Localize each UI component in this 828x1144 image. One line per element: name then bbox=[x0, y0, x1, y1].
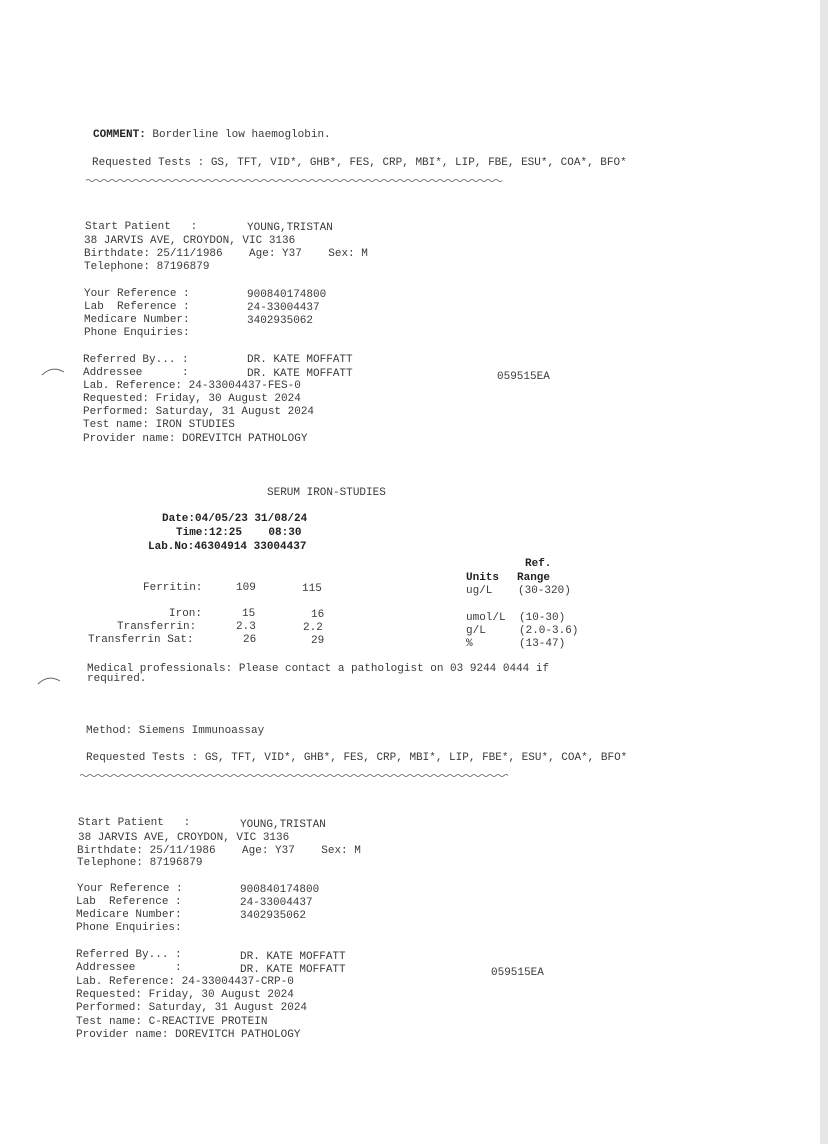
patient-address: 38 JARVIS AVE, CROYDON, VIC 3136 bbox=[84, 235, 296, 247]
iron-label: Iron: bbox=[169, 608, 203, 620]
wavy-underline-2 bbox=[80, 773, 526, 777]
addressee-label: Addressee : bbox=[83, 367, 189, 379]
transferrin-label: Transferrin: bbox=[117, 621, 197, 633]
transferrin-range: (2.0-3.6) bbox=[519, 625, 579, 637]
ferritin-value-1: 109 bbox=[236, 582, 256, 594]
labno-row: Lab.No:46304914 33004437 bbox=[148, 541, 307, 553]
margin-curl-mark bbox=[40, 366, 66, 378]
transferrin-sat-value-1: 26 bbox=[243, 634, 257, 646]
wavy-underline-1 bbox=[86, 178, 532, 182]
transferrin-units: g/L bbox=[466, 625, 486, 637]
iron-range: (10-30) bbox=[519, 612, 566, 624]
iron-studies-title: SERUM IRON-STUDIES bbox=[267, 487, 386, 499]
provider-name-2: Provider name: DOREVITCH PATHOLOGY bbox=[76, 1029, 301, 1041]
medicare-value: 3402935062 bbox=[247, 315, 314, 327]
method-line: Method: Siemens Immunoassay bbox=[86, 725, 265, 737]
transferrin-value-2: 2.2 bbox=[303, 622, 323, 634]
transferrin-sat-label: Transferrin Sat: bbox=[88, 634, 194, 646]
transferrin-sat-units: % bbox=[466, 638, 473, 650]
date-row: Date:04/05/23 31/08/24 bbox=[162, 513, 308, 525]
ferritin-label: Ferritin: bbox=[143, 582, 203, 594]
provider-name: Provider name: DOREVITCH PATHOLOGY bbox=[83, 433, 308, 445]
medicare-value-2: 3402935062 bbox=[240, 910, 307, 922]
lab-reference-label-2: Lab Reference : bbox=[76, 896, 182, 908]
comment-label: COMMENT: bbox=[93, 129, 146, 141]
your-reference-label-2: Your Reference : bbox=[77, 883, 183, 895]
page-edge-shadow bbox=[820, 0, 828, 1144]
phone-enquiries: Phone Enquiries: bbox=[84, 327, 190, 339]
requester-code: 059515EA bbox=[497, 371, 550, 383]
requested-tests-2: Requested Tests : GS, TFT, VID*, GHB*, FES, CRP, MBI*, LIP, FBE*, ESU*, COA*, BFO* bbox=[86, 752, 628, 764]
lab-reference-full: Lab. Reference: 24-33004437-FES-0 bbox=[83, 380, 301, 392]
start-patient-label-2: Start Patient : bbox=[78, 817, 191, 829]
medicare-label-2: Medicare Number: bbox=[76, 909, 182, 921]
addressee-value: DR. KATE MOFFATT bbox=[247, 368, 353, 380]
lab-reference-value-2: 24-33004437 bbox=[240, 897, 313, 909]
patient-address-2: 38 JARVIS AVE, CROYDON, VIC 3136 bbox=[78, 832, 290, 844]
referred-by-value-2: DR. KATE MOFFATT bbox=[240, 951, 346, 963]
your-reference-value: 900840174800 bbox=[247, 289, 327, 301]
addressee-value-2: DR. KATE MOFFATT bbox=[240, 964, 346, 976]
units-header: Units bbox=[466, 572, 500, 584]
ref-header: Ref. bbox=[525, 558, 552, 570]
referred-by-label-2: Referred By... : bbox=[76, 949, 182, 961]
your-reference-value-2: 900840174800 bbox=[240, 884, 320, 896]
transferrin-value-1: 2.3 bbox=[236, 621, 256, 633]
telephone: Telephone: 87196879 bbox=[84, 261, 210, 273]
range-header: Range bbox=[517, 572, 551, 584]
performed-date-2: Performed: Saturday, 31 August 2024 bbox=[76, 1002, 308, 1014]
patient-name-2: YOUNG,TRISTAN bbox=[240, 819, 326, 831]
comment-line bbox=[93, 129, 331, 142]
test-name-2: Test name: C-REACTIVE PROTEIN bbox=[76, 1016, 268, 1028]
start-patient-label: Start Patient : bbox=[85, 221, 198, 233]
addressee-label-2: Addressee : bbox=[76, 962, 182, 974]
ferritin-units: ug/L bbox=[466, 585, 493, 597]
margin-curl-mark bbox=[36, 675, 62, 687]
requested-tests-1: Requested Tests : GS, TFT, VID*, GHB*, FES, CRP, MBI*, LIP, FBE, ESU*, COA*, BFO* bbox=[92, 157, 627, 169]
requester-code-2: 059515EA bbox=[491, 967, 544, 979]
ferritin-value-2: 115 bbox=[302, 583, 322, 595]
iron-value-1: 15 bbox=[242, 608, 256, 620]
iron-value-2: 16 bbox=[311, 609, 325, 621]
lab-reference-value: 24-33004437 bbox=[247, 302, 320, 314]
performed-date: Performed: Saturday, 31 August 2024 bbox=[83, 406, 315, 418]
pathologist-note-line1: Medical professionals: Please contact a pathologist on 03 9244 0444 if bbox=[87, 663, 550, 675]
requested-date: Requested: Friday, 30 August 2024 bbox=[83, 393, 301, 405]
referred-by-value: DR. KATE MOFFATT bbox=[247, 354, 353, 366]
telephone-2: Telephone: 87196879 bbox=[77, 857, 203, 869]
requested-date-2: Requested: Friday, 30 August 2024 bbox=[76, 989, 294, 1001]
iron-units: umol/L bbox=[466, 612, 506, 624]
birthdate-line-2: Birthdate: 25/11/1986 Age: Y37 Sex: M bbox=[77, 845, 361, 857]
patient-name: YOUNG,TRISTAN bbox=[247, 222, 333, 234]
transferrin-sat-value-2: 29 bbox=[311, 635, 325, 647]
medicare-label: Medicare Number: bbox=[84, 314, 190, 326]
lab-reference-full-2: Lab. Reference: 24-33004437-CRP-0 bbox=[76, 976, 294, 988]
lab-reference-label: Lab Reference : bbox=[84, 301, 190, 313]
comment-text: Borderline low haemoglobin. bbox=[152, 129, 331, 141]
transferrin-sat-range: (13-47) bbox=[519, 638, 566, 650]
birthdate-line: Birthdate: 25/11/1986 Age: Y37 Sex: M bbox=[84, 248, 368, 260]
time-row: Time:12:25 08:30 bbox=[176, 527, 302, 539]
referred-by-label: Referred By... : bbox=[83, 354, 189, 366]
pathologist-note-line2: required. bbox=[87, 673, 147, 685]
phone-enquiries-2: Phone Enquiries: bbox=[76, 922, 182, 934]
your-reference-label: Your Reference : bbox=[84, 288, 190, 300]
ferritin-range: (30-320) bbox=[518, 585, 571, 597]
test-name: Test name: IRON STUDIES bbox=[83, 419, 235, 431]
